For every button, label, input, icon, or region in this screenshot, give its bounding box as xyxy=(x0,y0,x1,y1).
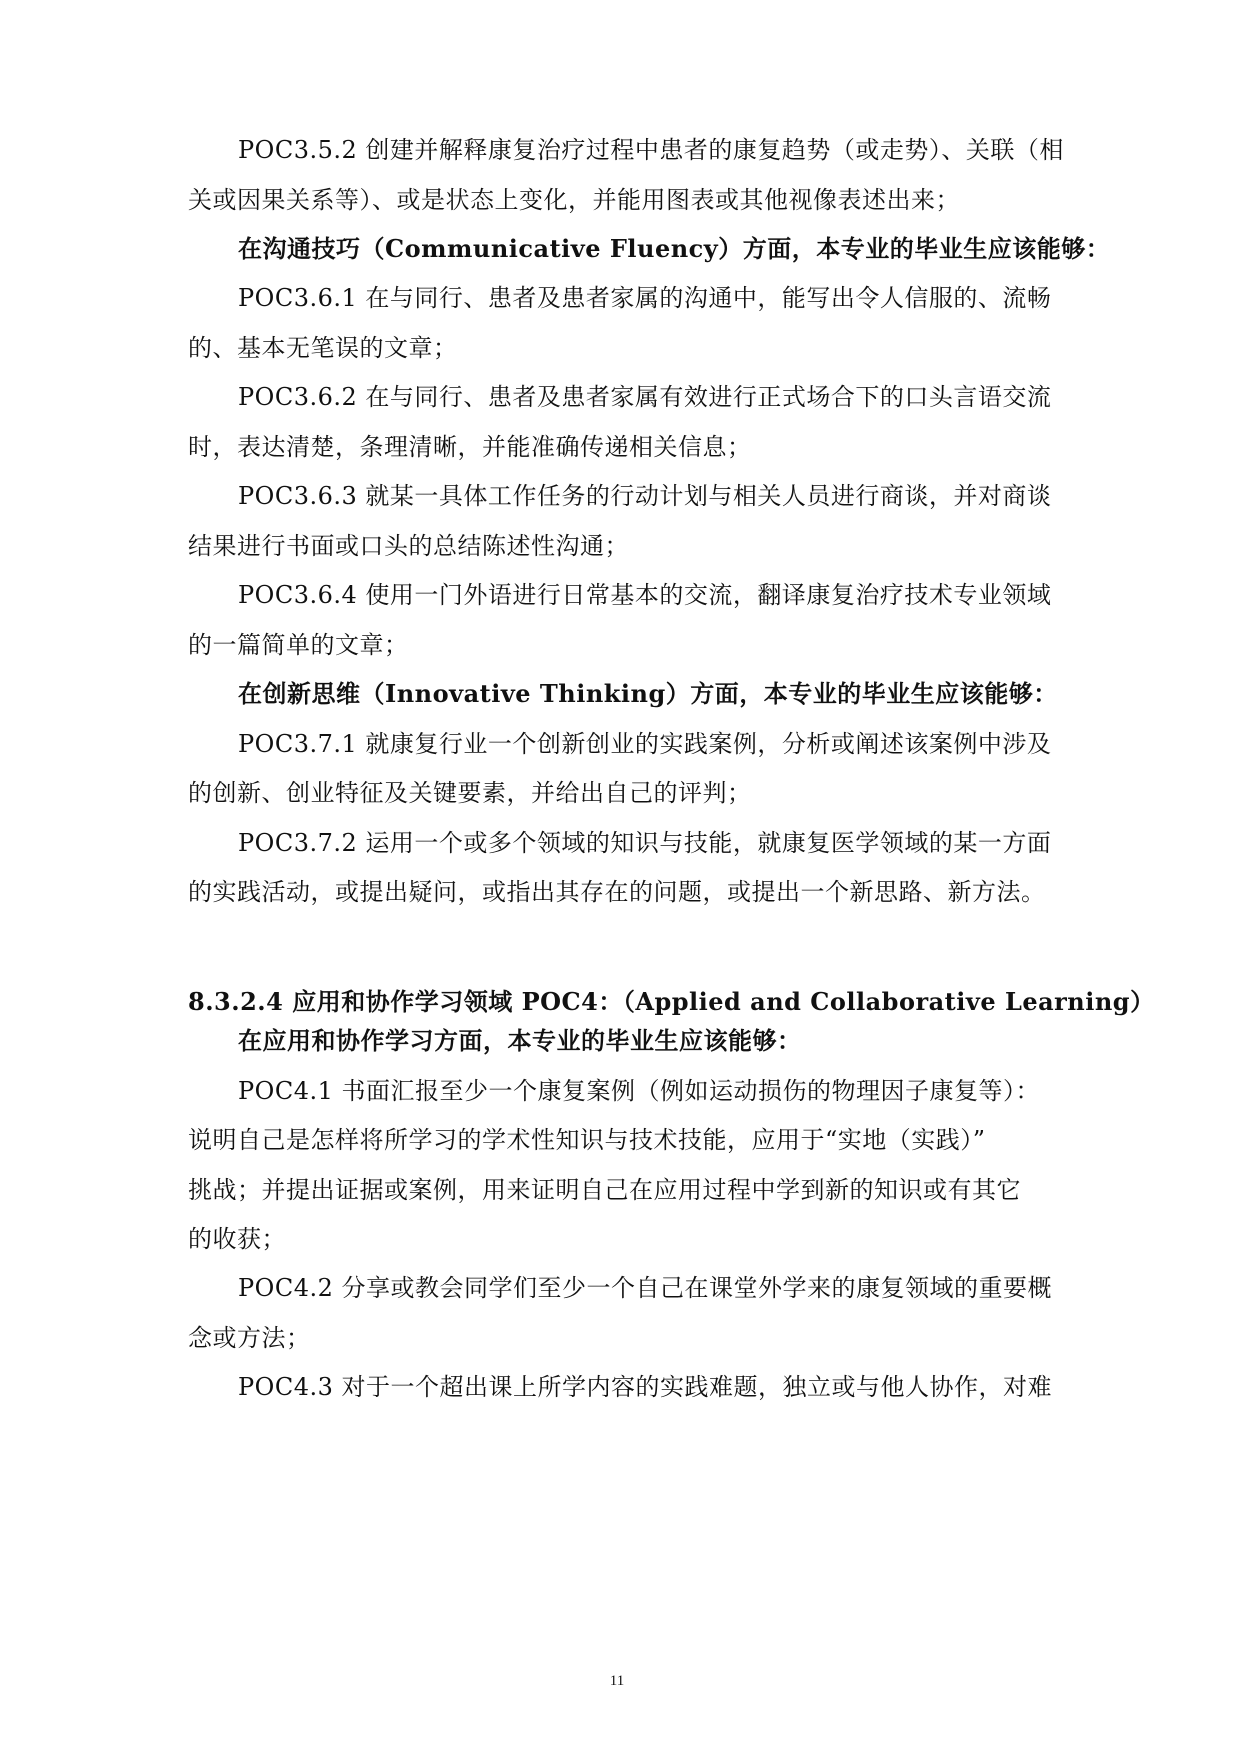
paragraph-line: POC3.7.2 运用一个或多个领域的知识与技能，就康复医学领域的某一方面 xyxy=(238,829,1052,857)
paragraph-line: POC3.6.1 在与同行、患者及患者家属的沟通中，能写出令人信服的、流畅 xyxy=(238,284,1052,312)
paragraph-line: 的收获； xyxy=(188,1225,286,1253)
paragraph-line: POC3.7.1 就康复行业一个创新创业的实践案例，分析或阐述该案例中涉及 xyxy=(238,730,1052,758)
paragraph-line: 念或方法； xyxy=(188,1324,311,1352)
paragraph-line: POC3.6.4 使用一门外语进行日常基本的交流，翻译康复治疗技术专业领域 xyxy=(238,581,1052,609)
paragraph-line: 的创新、创业特征及关键要素，并给出自己的评判； xyxy=(188,779,752,807)
paragraph-line: POC4.1 书面汇报至少一个康复案例（例如运动损伤的物理因子康复等）： xyxy=(238,1077,1040,1105)
paragraph-line: 结果进行书面或口头的总结陈述性沟通； xyxy=(188,532,629,560)
paragraph-line: POC3.6.3 就某一具体工作任务的行动计划与相关人员进行商谈，并对商谈 xyxy=(238,482,1052,510)
paragraph-line: 的实践活动，或提出疑问，或指出其存在的问题，或提出一个新思路、新方法。 xyxy=(188,878,1046,906)
paragraph-line: POC3.5.2 创建并解释康复治疗过程中患者的康复趋势（或走势）、关联（相 xyxy=(238,136,1064,164)
section-heading: 8.3.2.4 应用和协作学习领域 POC4：（Applied and Collaborative Learning） xyxy=(188,987,1155,1016)
paragraph-line: POC4.2 分享或教会同学们至少一个自己在课堂外学来的康复领域的重要概 xyxy=(238,1274,1052,1302)
paragraph-line: 关或因果关系等）、或是状态上变化，并能用图表或其他视像表述出来； xyxy=(188,186,960,214)
paragraph-line: 时，表达清楚，条理清晰，并能准确传递相关信息； xyxy=(188,433,752,461)
section-subheading: 在应用和协作学习方面，本专业的毕业生应该能够： xyxy=(238,1026,802,1055)
page-number: 11 xyxy=(609,1673,625,1689)
section-subheading: 在沟通技巧（Communicative Fluency）方面，本专业的毕业生应该能够： xyxy=(238,234,1111,263)
paragraph-line: 挑战；并提出证据或案例，用来证明自己在应用过程中学到新的知识或有其它 xyxy=(188,1176,1021,1204)
paragraph-line: 的一篇简单的文章； xyxy=(188,631,409,659)
paragraph-line: 说明自己是怎样将所学习的学术性知识与技术技能，应用于“实地（实践）” xyxy=(188,1126,986,1154)
paragraph-line: POC4.3 对于一个超出课上所学内容的实践难题，独立或与他人协作，对难 xyxy=(238,1373,1052,1401)
section-subheading: 在创新思维（Innovative Thinking）方面，本专业的毕业生应该能够： xyxy=(238,679,1058,708)
paragraph-line: 的、基本无笔误的文章； xyxy=(188,334,458,362)
paragraph-line: POC3.6.2 在与同行、患者及患者家属有效进行正式场合下的口头言语交流 xyxy=(238,383,1052,411)
